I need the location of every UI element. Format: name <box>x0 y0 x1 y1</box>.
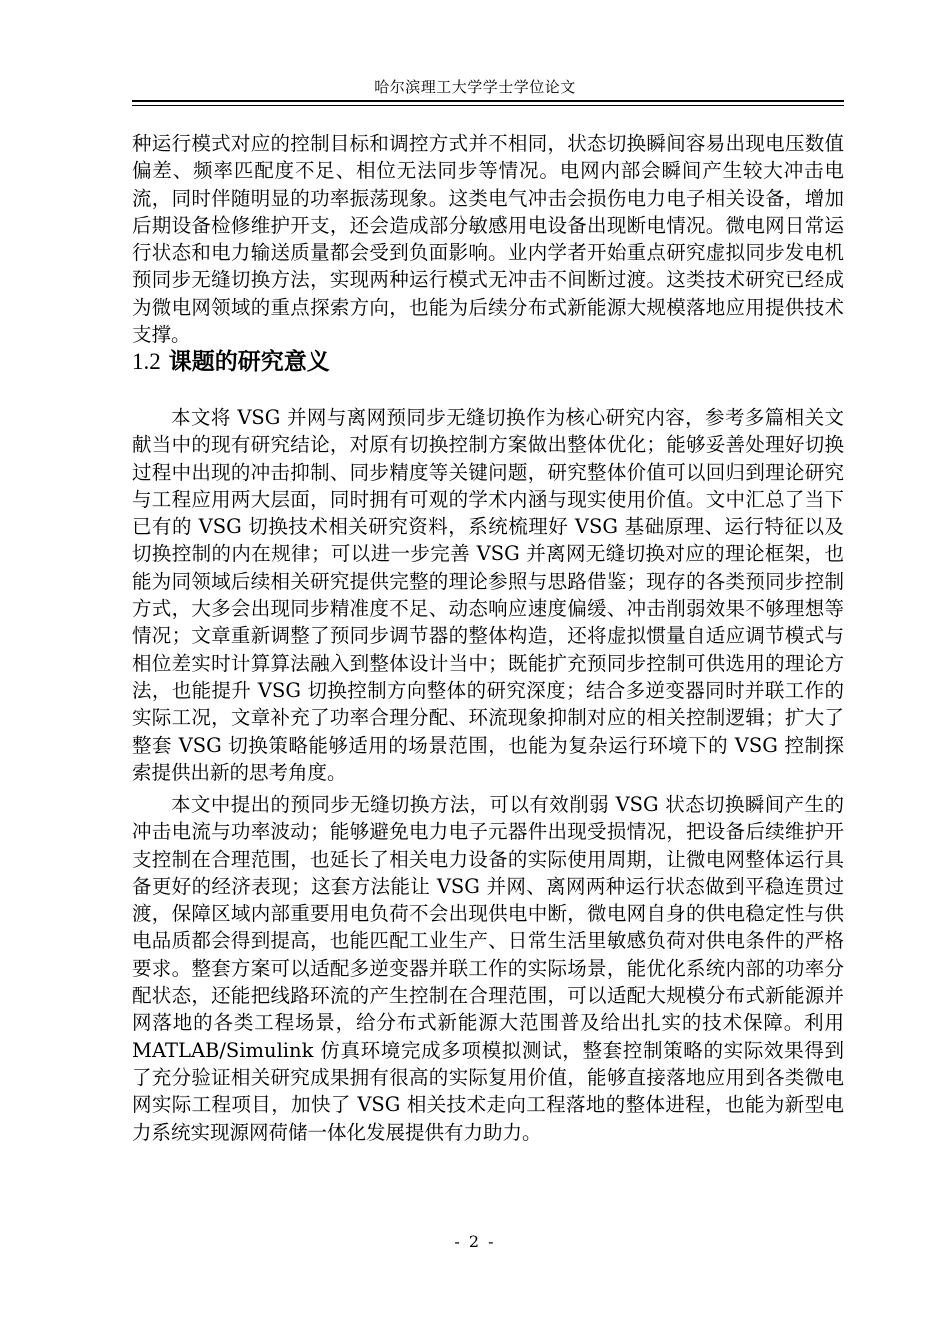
section-heading <box>132 345 844 379</box>
header-rule-thin <box>132 105 844 106</box>
running-header-title: 哈尔滨理工大学学士学位论文 <box>374 78 576 96</box>
section-title: 课题的研究意义 <box>168 348 330 375</box>
section-number: 1.2 <box>132 349 161 374</box>
body-paragraph-2: 本文将 VSG 并网与离网预同步无缝切换作为核心研究内容，参考多篇相关文献当中的现有研究结论，对原有切换控制方案做出整体优化；能够妥善处理好切换过程中出现的冲击抑制、同步精度等关键问题，研究整体价值可以回归到理论研究与工程应用两大层面，同时拥有可观的学术内涵与现实使用价值。文中汇总了当下已有的 VSG 切换技术相关研究资料，系统梳理好 VSG 基础原理、运行特征以及切换控制的内在规律；可以进一步完善 VSG 并离网无缝切换对应的理论框架，也能为同领域后续相关研究提供完整的理论参照与思路借鉴；现存的各类预同步控制方式，大多会出现同步精准度不足、动态响应速度偏缓、冲击削弱效果不够理想等情况；文章重新调整了预同步调节器的整体构造，还将虚拟惯量自适应调节模式与相位差实时计算算法融入到整体设计当中；既能扩充预同步控制可供选用的理论方法，也能提升 VSG 切换控制方向整体的研究深度；结合多逆变器同时并联工作的实际工况，文章补充了功率合理分配、环流现象抑制对应的相关控制逻辑；扩大了整套 VSG 切换策略能够适用的场景范围，也能为复杂运行环境下的 VSG 控制探索提供出新的思考角度。 <box>132 406 844 784</box>
body-paragraph-1: 种运行模式对应的控制目标和调控方式并不相同，状态切换瞬间容易出现电压数值偏差、频率匹配度不足、相位无法同步等情况。电网内部会瞬间产生较大冲击电流，同时伴随明显的功率振荡现象。这类电气冲击会损伤电力电子相关设备，增加后期设备检修维护开支，还会造成部分敏感用电设备出现断电情况。微电网日常运行状态和电力输送质量都会受到负面影响。业内学者开始重点研究虚拟同步发电机预同步无缝切换方法，实现两种运行模式无冲击不间断过渡。这类技术研究已经成为微电网领域的重点探索方向，也能为后续分布式新能源大规模落地应用提供技术支撑。 <box>132 132 844 347</box>
page-number: - 2 - <box>454 1232 496 1251</box>
body-paragraph-3: 本文中提出的预同步无缝切换方法，可以有效削弱 VSG 状态切换瞬间产生的冲击电流与功率波动；能够避免电力电子元器件出现受损情况，把设备后续维护开支控制在合理范围，也延长了相关电力设备的实际使用周期，让微电网整体运行具备更好的经济表现；这套方法能让 VSG 并网、离网两种运行状态做到平稳连贯过渡，保障区域内部重要用电负荷不会出现供电中断，微电网自身的供电稳定性与供电品质都会得到提高，也能匹配工业生产、日常生活里敏感负荷对供电条件的严格要求。整套方案可以适配多逆变器并联工作的实际场景，能优化系统内部的功率分配状态，还能把线路环流的产生控制在合理范围，可以适配大规模分布式新能源并网落地的各类工程场景，给分布式新能源大范围普及给出扎实的技术保障。利用 MATLAB/Simulink 仿真环境完成多项模拟测试，整套控制策略的实际效果得到了充分验证相关研究成果拥有很高的实际复用价值，能够直接落地应用到各类微电网实际工程项目，加快了 VSG 相关技术走向工程落地的整体进程，也能为新型电力系统实现源网荷储一体化发展提供有力助力。 <box>132 793 844 1144</box>
header-rule-thick <box>132 100 844 102</box>
